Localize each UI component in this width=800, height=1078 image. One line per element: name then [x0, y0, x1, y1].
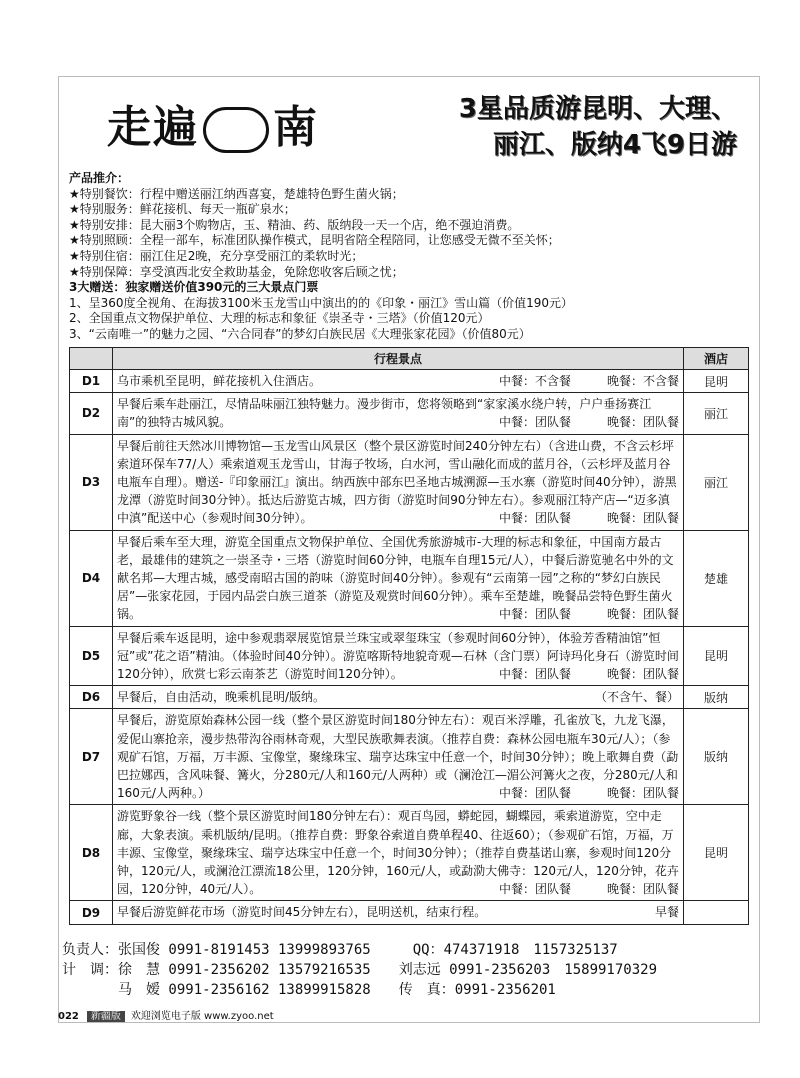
- itinerary-cell: [113, 530, 684, 626]
- edition-badge: 新疆版: [87, 1011, 125, 1022]
- itinerary-text: 早餐后乘车至大理，游览全国重点文物保护单位、全国优秀旅游城市-大理的标志和象征，中国南方最古老，最雄伟的建筑之一崇圣寺・三塔（游览时间60分钟，电瓶车自理15元/人），中餐后游览驰名中外的文献名邦—大理古城，感受南昭古国的韵味（游览时间40分钟）。参观有“云南第一园”之称的“梦幻白族民居”—张家花园，于园内品尝白族三道茶（游览及观赏时间60分钟）。乘车至楚雄，晚餐品尝特色野生菌火锅。: [117, 534, 674, 622]
- hotel-cell: 昆明: [684, 805, 749, 901]
- gift-item: 2、全国重点文物保护单位、大理的标志和象征《崇圣寺・三塔》（价值120元）: [69, 311, 490, 326]
- table-row: [70, 709, 749, 805]
- gift-item: 3、“云南唯一”的魅力之园、“六合同春”的梦幻白族民居《大理张家花园》（价值80元）: [69, 326, 531, 341]
- itinerary-text: 早餐后前往天然冰川博物馆—玉龙雪山风景区（整个景区游览时间240分钟左右）（含进山费，不含云杉坪索道环保车77/人）乘索道观玉龙雪山，甘海子牧场，白水河，雪山融化而成的蓝月谷，（云杉坪及蓝月谷电瓶车自理）。赠送-『印象丽江』演出。纳西族中部东巴圣地古城溯源—玉水寨（游览时间40分钟），游黑龙潭（游览时间30分钟）。抵达后游览古城，四方街（游览时间90分钟左右）。参观丽江特产店—“迈多滇中滇”配送中心（参观时间30分钟）。: [117, 438, 677, 526]
- hotel-cell: 丽江: [684, 393, 749, 434]
- itinerary-text: 早餐后乘车返昆明，途中参观翡翠展览馆景兰珠宝或翠玺珠宝（参观时间60分钟），体验芳香精油馆”恒冠”或”花之语”精油。（体验时间40分钟）。游览喀斯特地貌奇观—石林（含门票）阿诗玛化身石（游览时间120分钟），欣赏七彩云南茶艺（游览时间120分钟）。: [117, 630, 679, 682]
- hotel-cell: [684, 901, 749, 924]
- contact-footer: [62, 940, 752, 1000]
- day-cell: D9: [70, 901, 113, 924]
- table-row: [70, 901, 749, 924]
- itinerary-text: 早餐后，游览原始森林公园一线（整个景区游览时间180分钟左右）：观百米浮雕，孔雀放飞，九龙飞瀑，爱伲山寨抢亲，漫步热带沟谷雨林奇观，大型民族歌舞表演。（推荐自费：森林公园电瓶车30元/人）；（参观矿石馆，万福，万丰源、宝像堂，聚缘珠宝、瑞亨达珠宝中任意一个，时间30分钟）；晚上歌舞自费（勐巴拉娜西，含风味餐、篝火，分280元/人和160元/人两种）或（澜沧江—湄公河篝火之夜，分280元/人和160元/人两种。）: [117, 713, 679, 801]
- gift-item: 1、呈360度全视角、在海拔3100米玉龙雪山中演出的的《印象・丽江》雪山篇（价值190元）: [69, 295, 573, 310]
- itinerary-text: 早餐后游览鲜花市场（游览时间45分钟左右），昆明送机，结束行程。: [117, 905, 487, 920]
- day-cell: D3: [70, 434, 113, 530]
- table-row: [70, 434, 749, 530]
- hotel-cell: 版纳: [684, 709, 749, 805]
- intro-item: ★特别住宿：丽江住足2晚，充分享受丽江的柔软时光；: [69, 248, 364, 263]
- logo-text-1: 走遍: [107, 102, 199, 153]
- col-day: [70, 348, 113, 370]
- col-hotel: 酒店: [684, 348, 749, 370]
- day-cell: D8: [70, 805, 113, 901]
- table-row: [70, 370, 749, 393]
- hotel-cell: 楚雄: [684, 530, 749, 626]
- day-cell: D5: [70, 626, 113, 686]
- cloud-icon: [203, 107, 269, 153]
- hotel-cell: 昆明: [684, 370, 749, 393]
- page-number: 022: [58, 1011, 79, 1022]
- logo-text-2: 南: [273, 102, 319, 153]
- itinerary-cell: [113, 626, 684, 686]
- itinerary-table: [69, 347, 749, 925]
- product-intro: [69, 171, 749, 343]
- meals-text: 中餐：不含餐 晚餐：不含餐: [498, 374, 679, 388]
- itinerary-cell: [113, 805, 684, 901]
- table-row: [70, 686, 749, 709]
- col-itinerary: 行程景点: [113, 348, 684, 370]
- table-row: [70, 626, 749, 686]
- contact-line: 马 嫒 0991-2356162 13899915828 传 真：0991-2356201: [62, 982, 556, 998]
- meals-text: 中餐：团队餐 晚餐：团队餐: [498, 786, 679, 801]
- intro-title: 产品推介：: [69, 171, 130, 185]
- table-row: [70, 805, 749, 901]
- itinerary-cell: [113, 709, 684, 805]
- meals-text: 早餐: [654, 905, 679, 920]
- itinerary-cell: [113, 370, 684, 393]
- itinerary-text: 早餐后，自由活动，晚乘机昆明/版纳。: [117, 690, 326, 705]
- table-row: [70, 530, 749, 626]
- itinerary-cell: [113, 901, 684, 924]
- day-cell: D6: [70, 686, 113, 709]
- day-cell: D1: [70, 370, 113, 393]
- itinerary-cell: [113, 686, 684, 709]
- tagline: [459, 91, 737, 163]
- hotel-cell: 昆明: [684, 626, 749, 686]
- day-cell: D2: [70, 393, 113, 434]
- meals-text: 中餐：团队餐 晚餐：团队餐: [498, 882, 679, 897]
- intro-item: ★特别餐饮：行程中赠送丽江纳西喜宴，楚雄特色野生菌火锅；: [69, 186, 404, 201]
- itinerary-text: 游览野象谷一线（整个景区游览时间180分钟左右）：观百鸟园，蟒蛇园，蝴蝶园，乘索道游览，空中走廊，大象表演。乘机版纳/昆明。（推荐自费：野象谷索道自费单程40、往返60）；（参观矿石馆，万福，万丰源、宝像堂，聚缘珠宝、瑞亨达珠宝中任意一个，时间30分钟）；（推荐自费基诺山寨，参观时间120分钟，120元/人，或澜沧江漂流18公里，120分钟，160元/人，或勐泐大佛寺：120元/人，120分钟，花卉园，120分钟，40元/人）。: [117, 809, 679, 897]
- intro-item: ★特别保障：享受滇西北安全救助基金，免除您收客后顾之忧；: [69, 264, 404, 279]
- gift-title: 3大赠送：独家赠送价值390元的三大景点门票: [69, 280, 319, 295]
- bottom-bar: [58, 1008, 758, 1026]
- itinerary-cell: [113, 434, 684, 530]
- itinerary-text: 早餐后乘车赴丽江，尽情品味丽江独特魅力。漫步街市，您将领略到“家家溪水绕户转，户户垂扬赛江南”的独特古城风貌。: [117, 397, 652, 430]
- meals-text: 中餐：团队餐 晚餐：团队餐: [498, 667, 679, 682]
- meals-text: 中餐：团队餐 晚餐：团队餐: [498, 511, 679, 526]
- page-frame: [58, 76, 760, 1023]
- meals-text: 中餐：团队餐 晚餐：团队餐: [498, 415, 679, 430]
- contact-line: 计 调：徐 慧 0991-2356202 13579216535 刘志远 0991-2356203 15899170329: [62, 962, 658, 978]
- header: [107, 89, 747, 169]
- tagline-line2: 丽江、版纳4飞9日游: [492, 130, 737, 160]
- tagline-line1: 3星品质游昆明、大理、: [458, 94, 737, 124]
- day-cell: D4: [70, 530, 113, 626]
- table-row: [70, 393, 749, 434]
- intro-item: ★特别服务：鲜花接机、每天一瓶矿泉水；: [69, 202, 296, 217]
- logo: [107, 91, 319, 155]
- itinerary-text: 乌市乘机至昆明，鲜花接机入住酒店。: [117, 374, 322, 388]
- day-cell: D7: [70, 709, 113, 805]
- hotel-cell: 版纳: [684, 686, 749, 709]
- itinerary-cell: [113, 393, 684, 434]
- table-header-row: [70, 348, 749, 370]
- website-text: 欢迎浏览电子版 www.zyoo.net: [130, 1011, 274, 1022]
- intro-item: ★特别照顾：全程一部车，标准团队操作模式，昆明省陪全程陪同，让您感受无微不至关怀；: [69, 233, 560, 248]
- hotel-cell: 丽江: [684, 434, 749, 530]
- contact-line: 负责人：张国俊 0991-8191453 13999893765 QQ：474371918 1157325137: [62, 942, 618, 958]
- intro-item: ★特别安排：昆大丽3个购物店，玉、精油、药、版纳段一天一个店，绝不强迫消费。: [69, 217, 520, 232]
- meals-text: 中餐：团队餐 晚餐：团队餐: [498, 607, 679, 622]
- meals-text: （不含午、餐）: [594, 690, 679, 705]
